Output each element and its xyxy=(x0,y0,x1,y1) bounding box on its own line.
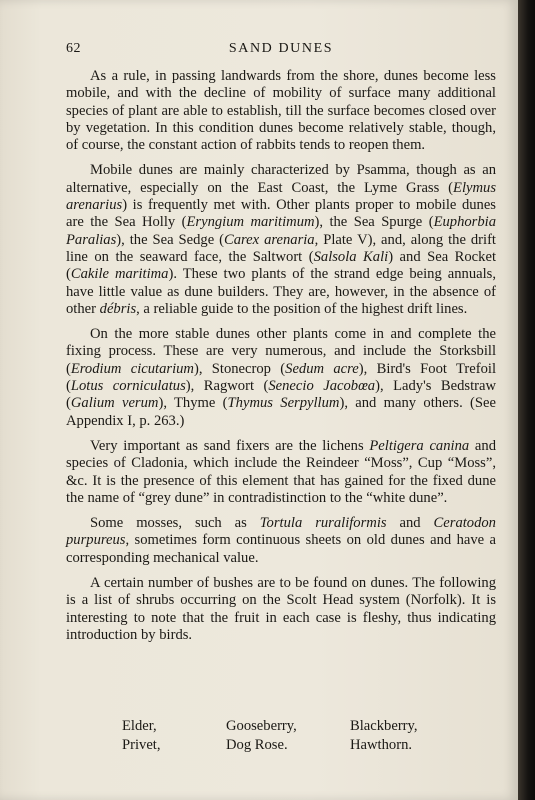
chapter-title: SAND DUNES xyxy=(228,41,334,56)
paragraph xyxy=(66,575,496,644)
italic-text: Tortula ruraliformis xyxy=(259,515,387,532)
italic-text: débris xyxy=(99,300,137,317)
text-run: and species of Cladonia, which include the Reindeer “Moss”, Cup “Moss”, &c. It is the presence of this element that has gained for the fixed dune the name of “grey dune” in contradistinction to the “white dune”. xyxy=(66,437,496,506)
italic-text: Salsola Kali xyxy=(313,248,389,265)
text-run: ) is frequently met with. Other plants proper to mobile dunes are the Sea Holly ( xyxy=(66,197,496,231)
text-run: ), Ragwort ( xyxy=(185,378,269,395)
italic-text: Eryngium maritimum xyxy=(186,214,315,231)
italic-text: Senecio Jacobœa xyxy=(268,378,376,395)
text-run: Very important as sand fixers are the lichens xyxy=(90,437,370,454)
text-run: ), Lady's Bedstraw ( xyxy=(66,378,496,412)
body-text xyxy=(66,68,496,652)
page-number: 62 xyxy=(66,41,81,56)
italic-text: Galium verum xyxy=(70,395,159,412)
italic-text: Euphorbia Paralias xyxy=(66,214,496,248)
shrub-item: Privet, xyxy=(122,737,161,753)
italic-text: Sedum acre xyxy=(285,360,359,377)
italic-text: Lotus corniculatus xyxy=(70,378,186,395)
text-run: As a rule, in passing landwards from the shore, dunes become less mobile, and with the decline of mobility of surface many additional species of plant are able to establish, till the surface becomes closed over by vegetation. In this condition dunes become relatively stable, though, of course, the constant action of rabbits tends to reopen them. xyxy=(66,68,496,154)
book-spine-shadow xyxy=(518,0,535,800)
shrub-column-1 xyxy=(122,717,161,755)
text-run: ) and Sea Rocket ( xyxy=(66,248,496,283)
text-run: ), and many others. (See Appendix I, p. 263.) xyxy=(66,395,496,429)
italic-text: Cakile maritima xyxy=(70,266,169,283)
text-run: ), Bird's Foot Trefoil ( xyxy=(66,360,497,395)
paragraph xyxy=(66,162,496,318)
paragraph xyxy=(66,68,496,154)
text-run: ). These two plants of the strand edge being annuals, have little value as dune builders. They are, however, in the absence of other xyxy=(66,266,496,317)
shrub-column-2 xyxy=(226,717,297,755)
italic-text: Erodium cicutarium xyxy=(70,360,194,377)
shrub-item: Blackberry, xyxy=(350,718,418,734)
text-run: Mobile dunes are mainly characterized by Psamma, though as an alternative, especially on the East Coast, the Lyme Grass ( xyxy=(66,162,496,196)
italic-text: Elymus arenarius xyxy=(66,179,496,214)
text-run: A certain number of bushes are to be found on dunes. The following is a list of shrubs occurring on the Scolt Head system (Norfolk). It is interesting to note that the fruit in each case is fleshy, thus indicating introduction by birds. xyxy=(66,575,496,643)
shrub-item: Dog Rose. xyxy=(226,737,288,753)
text-run: , a reliable guide to the position of the highest drift lines. xyxy=(136,300,468,317)
text-run: Some mosses, such as xyxy=(90,515,260,532)
italic-text: Carex arenaria xyxy=(224,231,315,248)
shrub-item: Gooseberry, xyxy=(226,718,297,734)
text-run: On the more stable dunes other plants come in and complete the fixing process. These are very numerous, and include the Storksbill ( xyxy=(66,326,496,377)
text-run: ), Stonecrop ( xyxy=(193,360,286,377)
italic-text: Ceratodon purpureus xyxy=(66,515,496,549)
text-run: , Plate V), and, along the drift line on the seaward face, the Saltwort ( xyxy=(66,231,496,265)
shrub-item: Hawthorn. xyxy=(350,737,413,753)
text-run: and xyxy=(386,515,434,532)
paragraph xyxy=(66,326,496,430)
italic-text: Peltigera canina xyxy=(369,437,470,454)
paragraph xyxy=(66,515,496,567)
text-run: ), the Sea Spurge ( xyxy=(314,214,434,231)
paragraph xyxy=(66,438,496,507)
shrub-item: Elder, xyxy=(122,718,157,734)
text-run: ), Thyme ( xyxy=(158,395,228,412)
text-run: , sometimes form continuous sheets on old dunes and have a corresponding mechanical value. xyxy=(66,532,496,566)
running-head xyxy=(66,41,496,61)
text-run: ), the Sea Sedge ( xyxy=(116,231,224,248)
italic-text: Thymus Serpyllum xyxy=(227,395,340,412)
shrub-column-3 xyxy=(350,717,418,755)
